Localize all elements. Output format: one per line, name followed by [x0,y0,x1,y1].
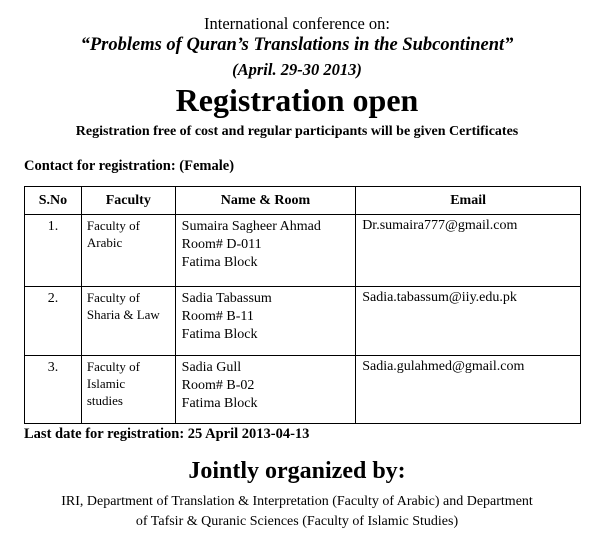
conference-title: “Problems of Quran’s Translations in the Subcontinent” [80,35,514,55]
jointly-organized-heading: Jointly organized by: [188,458,406,484]
row-sno: 1. [25,215,82,287]
organizers-line-2: of Tafsir & Quranic Sciences (Faculty of Islamic Studies) [135,514,459,529]
row-faculty [81,287,175,356]
row-name-room [175,356,356,424]
registration-note: Registration free of cost and regular participants will be given Certificates [75,124,519,139]
row-name-room [175,287,356,356]
table-row [25,356,581,424]
header-sno: S.No [25,187,82,215]
header-faculty: Faculty [81,187,175,215]
row-email: Dr.sumaira777@gmail.com [356,215,581,287]
row-email: Sadia.tabassum@iiy.edu.pk [356,287,581,356]
contact-block: Fatima Block [181,255,258,270]
table-row [25,215,581,287]
faculty-line: Sharia & Law [86,307,160,322]
row-name-room [175,215,356,287]
row-faculty [81,215,175,287]
contact-room: Room# B-11 [181,309,254,324]
contact-block: Fatima Block [181,327,258,342]
conference-dates: (April. 29-30 2013) [232,60,362,79]
contact-room: Room# D-011 [181,237,262,252]
last-date-note: Last date for registration: 25 April 2013-04-13 [24,426,310,442]
faculty-line: Faculty of [86,218,140,233]
table-row [25,287,581,356]
faculty-line: Arabic [86,235,123,250]
header-email: Email [356,187,581,215]
row-sno: 3. [25,356,82,424]
row-faculty [81,356,175,424]
contact-name: Sadia Tabassum [181,291,272,306]
row-email: Sadia.gulahmed@gmail.com [356,356,581,424]
faculty-line: studies [86,393,123,408]
header-name-room: Name & Room [175,187,356,215]
organizers-line-1: IRI, Department of Translation & Interpretation (Faculty of Arabic) and Department [61,494,533,509]
contact-room: Room# B-02 [181,378,255,393]
faculty-line: Islamic [86,376,126,391]
row-sno: 2. [25,287,82,356]
contact-label: Contact for registration: (Female) [24,158,235,174]
registration-contacts-table [24,186,581,424]
conference-intro: International conference on: [204,14,390,33]
table-header-row [25,187,581,215]
faculty-line: Faculty of [86,359,140,374]
contact-name: Sadia Gull [181,360,242,375]
faculty-line: Faculty of [86,290,140,305]
contact-name: Sumaira Sagheer Ahmad [181,219,321,234]
contact-block: Fatima Block [181,396,258,411]
registration-open-heading: Registration open [175,82,419,118]
